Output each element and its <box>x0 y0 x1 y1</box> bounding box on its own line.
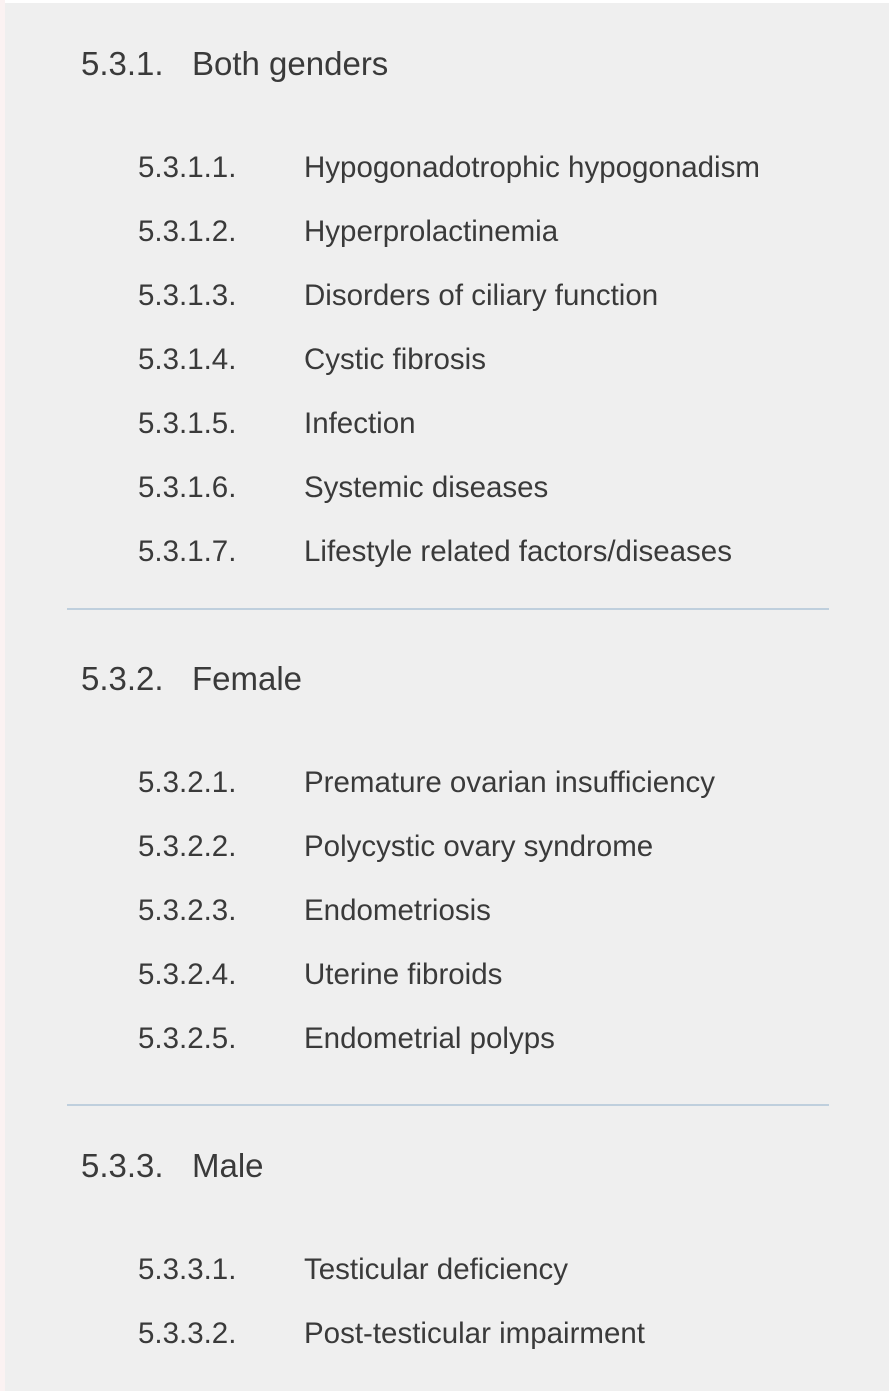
item-label: Premature ovarian insufficiency <box>304 766 716 799</box>
item-label: Post-testicular impairment <box>304 1317 645 1350</box>
section-divider <box>67 1104 829 1106</box>
list-item[interactable] <box>138 957 502 993</box>
item-label: Uterine fibroids <box>304 958 503 991</box>
item-number: 5.3.1.2. <box>138 215 237 248</box>
list-item[interactable] <box>138 150 760 186</box>
section-number: 5.3.3. <box>81 1147 164 1184</box>
item-number: 5.3.1.1. <box>138 151 237 184</box>
item-label: Cystic fibrosis <box>304 343 486 376</box>
section-heading-female[interactable] <box>81 659 302 699</box>
list-item[interactable] <box>138 893 491 929</box>
item-label: Lifestyle related factors/diseases <box>304 535 732 568</box>
section-divider <box>67 608 829 610</box>
item-label: Disorders of ciliary function <box>304 279 659 312</box>
item-label: Endometriosis <box>304 894 491 927</box>
item-label: Polycystic ovary syndrome <box>304 830 654 863</box>
contents-panel <box>5 3 889 1391</box>
item-label: Endometrial polyps <box>304 1022 555 1055</box>
list-item[interactable] <box>138 470 548 506</box>
list-item[interactable] <box>138 278 658 314</box>
item-label: Hypogonadotrophic hypogonadism <box>304 151 760 184</box>
item-number: 5.3.3.1. <box>138 1253 237 1286</box>
section-number: 5.3.2. <box>81 660 164 697</box>
section-heading-both-genders[interactable] <box>81 44 388 84</box>
list-item[interactable] <box>138 406 416 442</box>
list-item[interactable] <box>138 1316 645 1352</box>
list-item[interactable] <box>138 1252 568 1288</box>
item-number: 5.3.1.4. <box>138 343 237 376</box>
item-number: 5.3.1.7. <box>138 535 237 568</box>
section-heading-male[interactable] <box>81 1146 264 1186</box>
section-title: Both genders <box>192 45 389 82</box>
section-number: 5.3.1. <box>81 45 164 82</box>
item-number: 5.3.1.3. <box>138 279 237 312</box>
list-item[interactable] <box>138 342 486 378</box>
item-number: 5.3.2.1. <box>138 766 237 799</box>
list-item[interactable] <box>138 214 558 250</box>
item-number: 5.3.2.3. <box>138 894 237 927</box>
item-number: 5.3.2.4. <box>138 958 237 991</box>
item-number: 5.3.1.6. <box>138 471 237 504</box>
item-label: Testicular deficiency <box>304 1253 568 1286</box>
list-item[interactable] <box>138 1021 555 1057</box>
item-label: Hyperprolactinemia <box>304 215 559 248</box>
item-number: 5.3.1.5. <box>138 407 237 440</box>
item-number: 5.3.2.5. <box>138 1022 237 1055</box>
section-title: Male <box>192 1147 264 1184</box>
section-title: Female <box>192 660 303 697</box>
list-item[interactable] <box>138 765 715 801</box>
item-number: 5.3.2.2. <box>138 830 237 863</box>
item-label: Systemic diseases <box>304 471 549 504</box>
item-label: Infection <box>304 407 416 440</box>
list-item[interactable] <box>138 534 732 570</box>
item-number: 5.3.3.2. <box>138 1317 237 1350</box>
list-item[interactable] <box>138 829 653 865</box>
